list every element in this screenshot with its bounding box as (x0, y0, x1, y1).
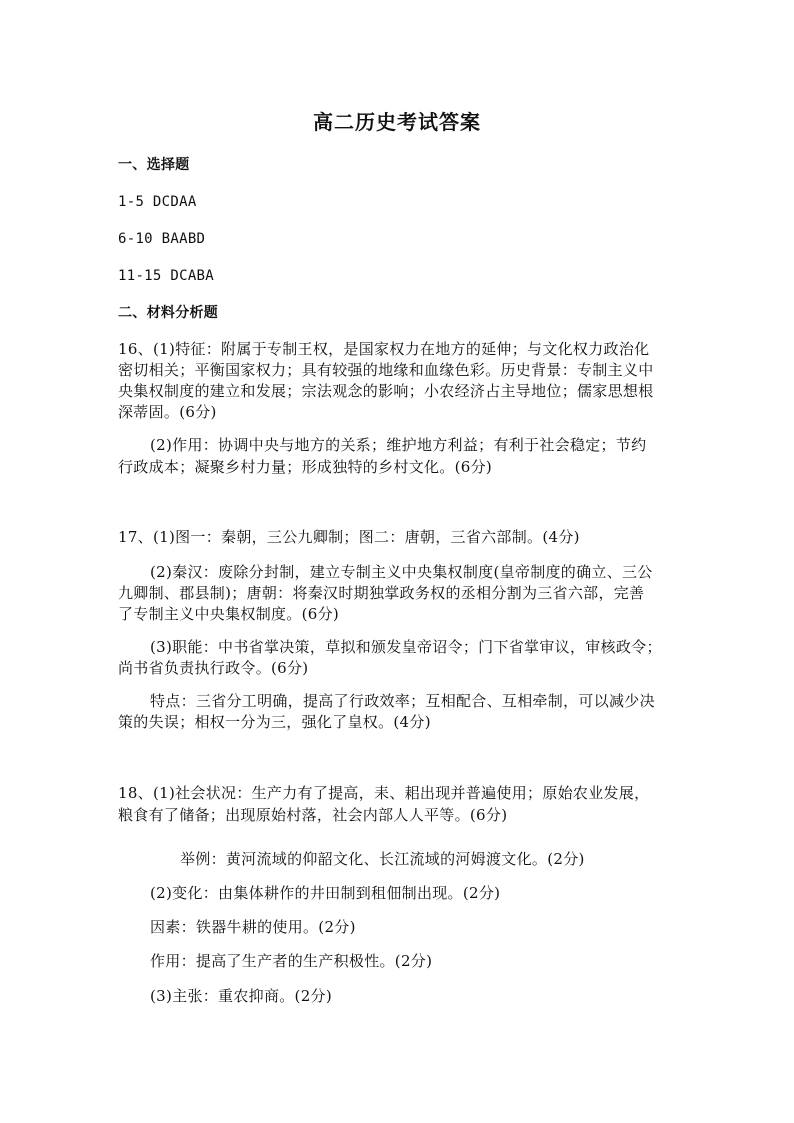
q17-part2-line: (2)秦汉：废除分封制，建立专制主义中央集权制度(皇帝制度的确立、三公 (150, 563, 653, 581)
q17-part3-line: 尚书省负责执行政令。(6分) (118, 659, 309, 677)
q17-features-line: 特点：三省分工明确，提高了行政效率；互相配合、互相牵制，可以减少决 (150, 692, 655, 710)
q18-example-line: 举例：黄河流域的仰韶文化、长江流域的河姆渡文化。(2分) (180, 850, 585, 868)
q18-part2-line: (2)变化：由集体耕作的井田制到租佃制出现。(2分) (150, 884, 501, 902)
q16-part2-line: (2)作用：协调中央与地方的关系；维护地方利益；有利于社会稳定；节约 (150, 436, 647, 454)
q18-effect-line: 作用：提高了生产者的生产积极性。(2分) (150, 952, 433, 970)
q16-line: 深蒂固。(6分) (118, 403, 217, 421)
q17-part2-line: 九卿制、郡县制)；唐朝：将秦汉时期独掌政务权的丞相分割为三省六部，完善 (118, 584, 645, 602)
section2-heading: 二、材料分析题 (118, 305, 219, 321)
q17-part2-line: 了专制主义中央集权制度。(6分) (118, 605, 340, 623)
q16-line: 央集权制度的建立和发展；宗法观念的影响；小农经济占主导地位；儒家思想根 (118, 382, 654, 400)
q18-part1-line: 粮食有了储备；出现原始村落，社会内部人人平等。(6分) (118, 806, 508, 824)
q16-line: 密切相关；平衡国家权力；具有较强的地缘和血缘色彩。历史背景：专制主义中 (118, 361, 654, 379)
q16-line: 16、(1)特征：附属于专制王权，是国家权力在地方的延伸；与文化权力政治化 (118, 340, 650, 358)
q17-features-line: 策的失误；相权一分为三，强化了皇权。(4分) (118, 713, 431, 731)
page-title: 高二历史考试答案 (313, 110, 481, 134)
choice-answers-1-5: 1-5 DCDAA (118, 194, 197, 210)
q16-part2-line: 行政成本；凝聚乡村力量；形成独特的乡村文化。(6分) (118, 458, 493, 476)
q18-part1-line: 18、(1)社会状况：生产力有了提高，耒、耜出现并普遍使用；原始农业发展， (118, 784, 650, 802)
q17-part1-line: 17、(1)图一：秦朝，三公九卿制；图二：唐朝，三省六部制。(4分) (118, 528, 580, 546)
q18-factor-line: 因素：铁器牛耕的使用。(2分) (150, 918, 356, 936)
section1-heading: 一、选择题 (118, 157, 190, 173)
q17-part3-line: (3)职能：中书省掌决策，草拟和颁发皇帝诏令；门下省掌审议，审核政令； (150, 638, 662, 656)
choice-answers-11-15: 11-15 DCABA (118, 268, 215, 284)
q18-part3-line: (3)主张：重农抑商。(2分) (150, 987, 332, 1005)
choice-answers-6-10: 6-10 BAABD (118, 231, 206, 247)
